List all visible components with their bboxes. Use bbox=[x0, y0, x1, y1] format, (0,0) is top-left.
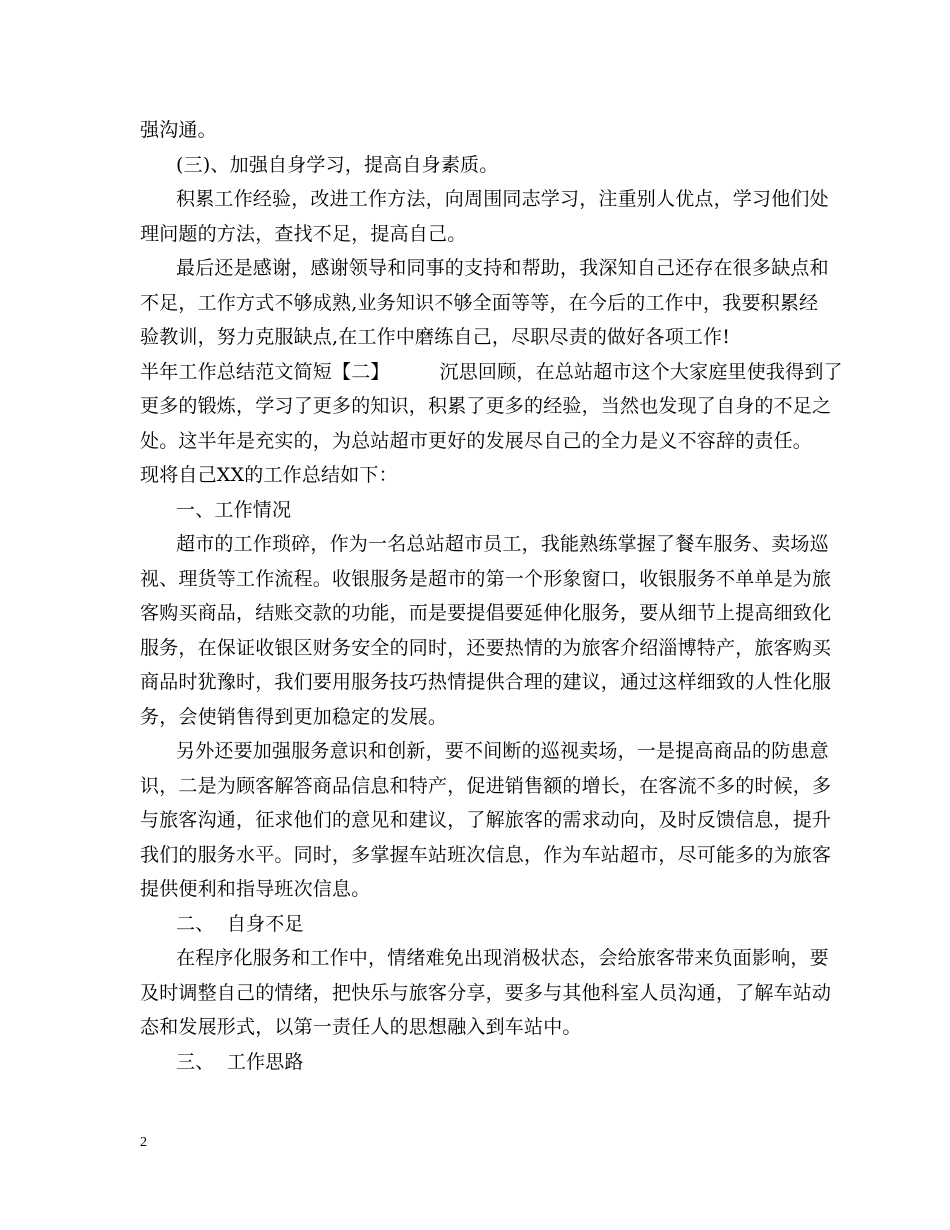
text-line: 半年工作总结范文简短【二】 沉思回顾，在总站超市这个大家庭里使我得到了 bbox=[140, 360, 843, 383]
text-line: 服务，在保证收银区财务安全的同时，还要热情的为旅客介绍淄博特产，旅客购买 bbox=[140, 636, 832, 659]
text-line: 积累工作经验，改进工作方法，向周围同志学习，注重别人优点，学习他们处 bbox=[176, 188, 829, 210]
text-line: 更多的锻炼，学习了更多的知识，积累了更多的经验，当然也发现了自身的不足之 bbox=[140, 395, 832, 417]
text-line: 视、理货等工作流程。收银服务是超市的第一个形象窗口，收银服务不单单是为旅 bbox=[140, 567, 832, 590]
text-line: (三)、加强自身学习，提高自身素质。 bbox=[176, 153, 499, 176]
text-line: 及时调整自己的情绪，把快乐与旅客分享，要多与其他科室人员沟通，了解车站动 bbox=[140, 981, 832, 1004]
text-line: 另外还要加强服务意识和创新，要不间断的巡视卖场，一是提高商品的防患意 bbox=[176, 740, 829, 762]
text-line: 在程序化服务和工作中，情绪难免出现消极状态，会给旅客带来负面影响，要 bbox=[176, 947, 829, 969]
text-line: 与旅客沟通，征求他们的意见和建议，了解旅客的需求动向，及时反馈信息，提升 bbox=[140, 809, 832, 831]
text-line: 态和发展形式，以第一责任人的思想融入到车站中。 bbox=[140, 1016, 582, 1038]
text-line: 现将自己XX的工作总结如下： bbox=[140, 464, 398, 486]
document-body bbox=[140, 113, 843, 1079]
text-line: 验教训，努力克服缺点,在工作中磨练自己，尽职尽责的做好各项工作! bbox=[140, 326, 731, 348]
text-line: 处。这半年是充实的，为总站超市更好的发展尽自己的全力是义不容辞的责任。 bbox=[140, 429, 813, 452]
text-line: 务，会使销售得到更加稳定的发展。 bbox=[140, 705, 448, 728]
text-line: 客购买商品，结账交款的功能，而是要提倡要延伸化服务，要从细节上提高细致化 bbox=[140, 602, 832, 624]
text-line: 识，二是为顾客解答商品信息和特产，促进销售额的增长，在客流不多的时候，多 bbox=[140, 774, 832, 797]
text-line: 提供便利和指导班次信息。 bbox=[140, 878, 371, 900]
page-number: 2 bbox=[140, 1135, 147, 1150]
text-line: 不足，工作方式不够成熟,业务知识不够全面等等，在今后的工作中，我要积累经 bbox=[140, 291, 819, 314]
text-line: 一、工作情况 bbox=[176, 498, 292, 521]
text-line: 最后还是感谢，感谢领导和同事的支持和帮助，我深知自己还存在很多缺点和 bbox=[176, 257, 829, 279]
text-line: 超市的工作琐碎，作为一名总站超市员工，我能熟练掌握了餐车服务、卖场巡 bbox=[176, 533, 829, 555]
text-line: 强沟通。 bbox=[140, 119, 217, 141]
text-line: 我们的服务水平。同时，多掌握车站班次信息，作为车站超市，尽可能多的为旅客 bbox=[140, 843, 832, 866]
text-line: 理问题的方法，查找不足，提高自己。 bbox=[140, 222, 467, 245]
text-line: 三、 工作思路 bbox=[176, 1050, 304, 1073]
text-line: 商品时犹豫时，我们要用服务技巧热情提供合理的建议，通过这样细致的人性化服 bbox=[140, 671, 832, 693]
text-line: 二、 自身不足 bbox=[176, 912, 304, 935]
